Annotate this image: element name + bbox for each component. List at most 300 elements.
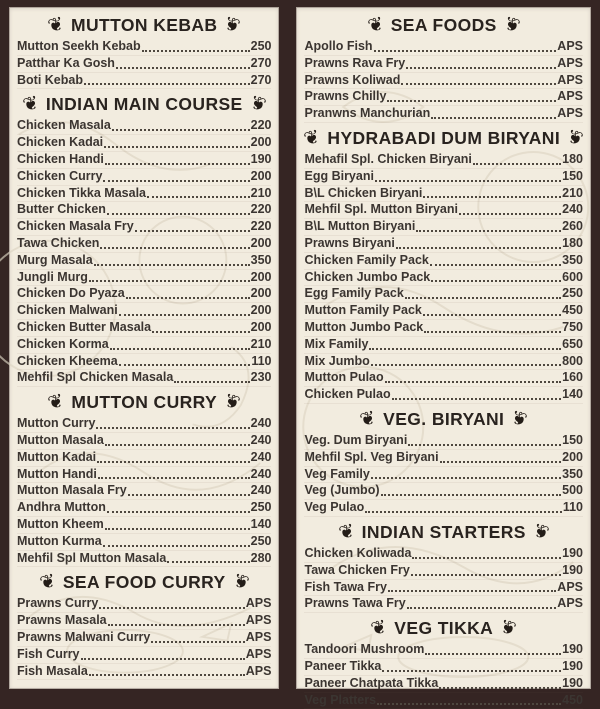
- fleuron-right-icon: ❦: [531, 521, 551, 543]
- item-price: 450: [562, 693, 583, 709]
- menu-item-row: [304, 253, 583, 270]
- item-list: [304, 546, 583, 613]
- fleuron-right-icon: ❦: [248, 94, 268, 116]
- dot-leader: [369, 348, 561, 350]
- item-price: 190: [562, 659, 583, 675]
- section-header: [304, 618, 583, 639]
- item-price: 200: [251, 303, 272, 319]
- section-header: [17, 15, 271, 36]
- item-price: 150: [562, 433, 583, 449]
- section-header: [304, 409, 583, 430]
- menu-item-row: [304, 286, 583, 303]
- menu-item-row: [304, 39, 583, 56]
- item-name: Mutton Masala: [17, 433, 104, 449]
- section-header: [304, 522, 583, 543]
- item-price: APS: [557, 106, 583, 122]
- right-sections: [304, 15, 583, 709]
- dot-leader: [98, 477, 250, 479]
- menu-item-row: [304, 89, 583, 106]
- dot-leader: [151, 641, 244, 643]
- item-price: 220: [251, 118, 272, 134]
- menu-item-row: [304, 303, 583, 320]
- menu-section: [304, 618, 583, 709]
- item-price: APS: [557, 89, 583, 105]
- item-price: APS: [246, 613, 272, 629]
- menu-item-row: [304, 563, 583, 580]
- item-price: APS: [557, 73, 583, 89]
- menu-item-row: [304, 546, 583, 563]
- item-name: Veg Platters: [304, 693, 376, 709]
- section-header: [304, 128, 583, 149]
- menu-item-row: [17, 286, 271, 303]
- dot-leader: [374, 50, 557, 52]
- menu-item-row: [304, 169, 583, 186]
- item-name: Mehfil Spl. Veg Biryani: [304, 450, 438, 466]
- section-title: VEG. BIRYANI: [383, 409, 504, 430]
- item-price: 150: [562, 169, 583, 185]
- dot-leader: [381, 494, 562, 496]
- menu-item-row: [17, 135, 271, 152]
- item-price: 200: [251, 169, 272, 185]
- item-price: 160: [562, 370, 583, 386]
- menu-item-row: [304, 337, 583, 354]
- item-name: Egg Family Pack: [304, 286, 403, 302]
- dot-leader: [116, 67, 250, 69]
- item-name: Fish Masala: [17, 664, 88, 680]
- item-name: Egg Biryani: [304, 169, 373, 185]
- item-price: 500: [562, 483, 583, 499]
- item-list: [17, 596, 271, 680]
- dot-leader: [439, 687, 561, 689]
- menu-item-row: [304, 236, 583, 253]
- dot-leader: [430, 264, 561, 266]
- item-price: 240: [562, 202, 583, 218]
- item-name: Mix Family: [304, 337, 368, 353]
- item-price: APS: [246, 664, 272, 680]
- menu-item-row: [17, 253, 271, 270]
- item-name: Paneer Chatpata Tikka: [304, 676, 438, 692]
- section-title: MUTTON CURRY: [71, 392, 217, 413]
- menu-item-row: [17, 152, 271, 169]
- dot-leader: [371, 364, 561, 366]
- menu-item-row: [17, 118, 271, 135]
- dot-leader: [431, 117, 556, 119]
- item-price: 270: [251, 73, 272, 89]
- item-price: APS: [557, 39, 583, 55]
- menu-item-row: [304, 370, 583, 387]
- item-name: Chicken Masala: [17, 118, 111, 134]
- item-name: Apollo Fish: [304, 39, 372, 55]
- section-header: [304, 15, 583, 36]
- dot-leader: [142, 50, 250, 52]
- menu-item-row: [17, 186, 271, 203]
- item-name: Veg Family: [304, 467, 369, 483]
- item-name: Paneer Tikka: [304, 659, 381, 675]
- menu-column-left: [9, 7, 279, 689]
- fleuron-left-icon: ❦: [38, 572, 58, 594]
- menu-section: [17, 572, 271, 680]
- fleuron-left-icon: ❦: [369, 617, 389, 639]
- menu-item-row: [17, 596, 271, 613]
- menu-item-row: [304, 202, 583, 219]
- item-price: 190: [562, 676, 583, 692]
- menu-item-row: [304, 483, 583, 500]
- dot-leader: [103, 545, 250, 547]
- item-name: B\L Chicken Biryani: [304, 186, 422, 202]
- menu-item-row: [304, 433, 583, 450]
- item-price: 110: [563, 500, 583, 516]
- item-price: 270: [251, 56, 272, 72]
- menu-item-row: [17, 647, 271, 664]
- menu-section: [304, 522, 583, 613]
- item-price: 220: [251, 219, 272, 235]
- item-name: Murg Masala: [17, 253, 93, 269]
- dot-leader: [96, 427, 249, 429]
- item-price: 220: [251, 202, 272, 218]
- item-price: 140: [251, 517, 272, 533]
- dot-leader: [84, 83, 250, 85]
- dot-leader: [406, 67, 556, 69]
- item-name: Mutton Kheem: [17, 517, 104, 533]
- menu-item-row: [17, 483, 271, 500]
- dot-leader: [371, 477, 561, 479]
- item-price: APS: [557, 580, 583, 596]
- item-name: Mutton Kurma: [17, 534, 102, 550]
- dot-leader: [411, 574, 561, 576]
- menu-item-row: [17, 236, 271, 253]
- dot-leader: [408, 444, 561, 446]
- item-price: 200: [251, 320, 272, 336]
- section-title: INDIAN STARTERS: [362, 522, 526, 543]
- dot-leader: [126, 297, 250, 299]
- menu-item-row: [304, 186, 583, 203]
- item-name: Veg Pulao: [304, 500, 364, 516]
- item-name: B\L Mutton Biryani: [304, 219, 415, 235]
- dot-leader: [377, 703, 561, 705]
- left-sections: [17, 15, 271, 680]
- item-name: Jungli Murg: [17, 270, 88, 286]
- menu-section: [304, 128, 583, 404]
- item-price: 200: [251, 135, 272, 151]
- dot-leader: [423, 196, 561, 198]
- section-title: MUTTON KEBAB: [71, 15, 217, 36]
- dot-leader: [407, 607, 557, 609]
- dot-leader: [105, 444, 250, 446]
- item-price: 250: [251, 39, 272, 55]
- item-price: 250: [251, 500, 272, 516]
- menu-item-row: [17, 219, 271, 236]
- item-name: Chicken Pulao: [304, 387, 390, 403]
- dot-leader: [440, 461, 562, 463]
- dot-leader: [382, 670, 561, 672]
- menu-item-row: [304, 219, 583, 236]
- dot-leader: [99, 607, 245, 609]
- item-name: Prawns Malwani Curry: [17, 630, 150, 646]
- dot-leader: [405, 297, 561, 299]
- item-name: Chicken Korma: [17, 337, 109, 353]
- item-name: Butter Chicken: [17, 202, 106, 218]
- section-header: [17, 572, 271, 593]
- item-price: 190: [562, 642, 583, 658]
- item-price: 240: [251, 450, 272, 466]
- item-price: 200: [251, 236, 272, 252]
- item-name: Veg (Jumbo): [304, 483, 379, 499]
- item-name: Mutton Jumbo Pack: [304, 320, 423, 336]
- item-list: [304, 39, 583, 123]
- item-price: 200: [251, 270, 272, 286]
- menu-item-row: [304, 693, 583, 709]
- item-price: 200: [251, 286, 272, 302]
- item-name: Mehfil Spl. Mutton Biryani: [304, 202, 457, 218]
- dot-leader: [396, 247, 561, 249]
- item-name: Tawa Chicken: [17, 236, 99, 252]
- dot-leader: [100, 247, 249, 249]
- item-name: Mehfil Spl Mutton Masala: [17, 551, 166, 567]
- item-list: [17, 416, 271, 567]
- section-title: VEG TIKKA: [394, 618, 493, 639]
- item-price: APS: [246, 647, 272, 663]
- item-price: APS: [557, 596, 583, 612]
- dot-leader: [112, 129, 250, 131]
- item-price: APS: [246, 596, 272, 612]
- fleuron-right-icon: ❦: [222, 391, 242, 413]
- menu-item-row: [17, 270, 271, 287]
- item-price: 140: [562, 387, 583, 403]
- item-price: 240: [251, 467, 272, 483]
- item-name: Chicken Family Pack: [304, 253, 428, 269]
- menu-item-row: [304, 467, 583, 484]
- menu-item-row: [17, 433, 271, 450]
- fleuron-left-icon: ❦: [337, 521, 357, 543]
- dot-leader: [104, 146, 249, 148]
- item-price: 240: [251, 416, 272, 432]
- dot-leader: [103, 180, 249, 182]
- item-name: Mutton Kadai: [17, 450, 96, 466]
- item-name: Mix Jumbo: [304, 354, 369, 370]
- item-name: Prawns Masala: [17, 613, 107, 629]
- item-price: 190: [251, 152, 272, 168]
- dot-leader: [431, 280, 561, 282]
- item-list: [17, 118, 271, 387]
- dot-leader: [94, 264, 250, 266]
- item-name: Chicken Malwani: [17, 303, 118, 319]
- item-name: Mutton Family Pack: [304, 303, 421, 319]
- menu-item-row: [17, 73, 271, 90]
- item-price: 600: [562, 270, 583, 286]
- dot-leader: [473, 163, 561, 165]
- item-name: Prawns Rava Fry: [304, 56, 405, 72]
- menu-item-row: [17, 551, 271, 568]
- item-name: Chicken Butter Masala: [17, 320, 151, 336]
- dot-leader: [147, 196, 250, 198]
- item-price: APS: [246, 630, 272, 646]
- dot-leader: [416, 230, 561, 232]
- dot-leader: [152, 331, 250, 333]
- menu-item-row: [304, 500, 583, 517]
- section-title: HYDRABADI DUM BIRYANI: [327, 128, 560, 149]
- menu-item-row: [17, 613, 271, 630]
- dot-leader: [424, 331, 561, 333]
- dot-leader: [128, 494, 250, 496]
- section-header: [17, 392, 271, 413]
- menu-item-row: [17, 354, 271, 371]
- item-price: 180: [562, 236, 583, 252]
- menu-section: [304, 15, 583, 123]
- menu-item-row: [304, 152, 583, 169]
- menu-section: [17, 392, 271, 567]
- menu-item-row: [17, 320, 271, 337]
- fleuron-right-icon: ❦: [498, 617, 518, 639]
- item-name: Patthar Ka Gosh: [17, 56, 115, 72]
- menu-item-row: [17, 202, 271, 219]
- dot-leader: [105, 163, 250, 165]
- menu-item-row: [304, 106, 583, 123]
- item-name: Chicken Do Pyaza: [17, 286, 125, 302]
- item-price: 110: [251, 354, 271, 370]
- dot-leader: [425, 653, 561, 655]
- fleuron-right-icon: ❦: [502, 14, 522, 36]
- item-name: Prawns Biryani: [304, 236, 394, 252]
- item-price: 210: [251, 186, 272, 202]
- item-name: Mutton Pulao: [304, 370, 383, 386]
- fleuron-left-icon: ❦: [358, 408, 378, 430]
- menu-item-row: [17, 370, 271, 387]
- menu-item-row: [17, 450, 271, 467]
- menu-item-row: [17, 169, 271, 186]
- item-name: Tawa Chicken Fry: [304, 563, 409, 579]
- dot-leader: [119, 364, 251, 366]
- item-price: 230: [251, 370, 272, 386]
- item-price: 350: [562, 467, 583, 483]
- dot-leader: [423, 314, 561, 316]
- menu-item-row: [17, 664, 271, 681]
- dot-leader: [119, 314, 250, 316]
- dot-leader: [81, 658, 245, 660]
- item-price: 750: [562, 320, 583, 336]
- item-name: Chicken Jumbo Pack: [304, 270, 430, 286]
- dot-leader: [107, 511, 250, 513]
- item-name: Chicken Curry: [17, 169, 102, 185]
- fleuron-left-icon: ❦: [302, 127, 322, 149]
- item-name: Pranwns Manchurian: [304, 106, 430, 122]
- fleuron-left-icon: ❦: [366, 14, 386, 36]
- dot-leader: [387, 100, 556, 102]
- item-price: 450: [562, 303, 583, 319]
- dot-leader: [375, 180, 561, 182]
- menu-column-right: [296, 7, 591, 689]
- menu-item-row: [304, 450, 583, 467]
- item-price: 250: [562, 286, 583, 302]
- item-name: Mehafil Spl. Chicken Biryani: [304, 152, 471, 168]
- menu-item-row: [17, 56, 271, 73]
- item-price: 240: [251, 483, 272, 499]
- item-name: Chicken Kadai: [17, 135, 103, 151]
- fleuron-left-icon: ❦: [46, 14, 66, 36]
- dot-leader: [459, 213, 561, 215]
- fleuron-right-icon: ❦: [565, 127, 585, 149]
- menu-item-row: [17, 517, 271, 534]
- dot-leader: [167, 561, 249, 563]
- dot-leader: [365, 511, 562, 513]
- dot-leader: [108, 624, 245, 626]
- item-price: APS: [557, 56, 583, 72]
- item-price: 280: [251, 551, 272, 567]
- menu-item-row: [304, 596, 583, 613]
- dot-leader: [385, 381, 562, 383]
- dot-leader: [401, 83, 556, 85]
- menu-item-row: [17, 534, 271, 551]
- item-name: Chicken Kheema: [17, 354, 118, 370]
- dot-leader: [89, 674, 245, 676]
- item-name: Chicken Handi: [17, 152, 104, 168]
- item-price: 350: [251, 253, 272, 269]
- item-name: Prawns Chilly: [304, 89, 386, 105]
- item-list: [304, 433, 583, 517]
- fleuron-left-icon: ❦: [21, 94, 41, 116]
- item-name: Chicken Masala Fry: [17, 219, 134, 235]
- item-name: Veg. Dum Biryani: [304, 433, 407, 449]
- section-header: [17, 94, 271, 115]
- section-title: INDIAN MAIN COURSE: [46, 94, 243, 115]
- menu-item-row: [304, 320, 583, 337]
- menu-item-row: [17, 630, 271, 647]
- item-price: 650: [562, 337, 583, 353]
- item-name: Mutton Handi: [17, 467, 97, 483]
- menu-item-row: [17, 500, 271, 517]
- menu-item-row: [17, 303, 271, 320]
- menu-section: [17, 15, 271, 89]
- item-price: 210: [562, 186, 583, 202]
- item-name: Prawns Curry: [17, 596, 98, 612]
- menu-item-row: [17, 337, 271, 354]
- dot-leader: [110, 348, 250, 350]
- item-name: Mutton Curry: [17, 416, 95, 432]
- item-name: Mutton Seekh Kebab: [17, 39, 141, 55]
- menu-item-row: [17, 416, 271, 433]
- dot-leader: [412, 557, 561, 559]
- item-price: 200: [562, 450, 583, 466]
- menu-section: [304, 409, 583, 517]
- item-name: Prawns Tawa Fry: [304, 596, 405, 612]
- item-price: 190: [562, 563, 583, 579]
- item-name: Mutton Masala Fry: [17, 483, 127, 499]
- item-name: Chicken Tikka Masala: [17, 186, 146, 202]
- fleuron-right-icon: ❦: [222, 14, 242, 36]
- section-title: SEA FOODS: [391, 15, 497, 36]
- item-price: 190: [562, 546, 583, 562]
- menu-item-row: [304, 580, 583, 597]
- dot-leader: [105, 528, 250, 530]
- menu-item-row: [17, 39, 271, 56]
- dot-leader: [174, 381, 249, 383]
- dot-leader: [388, 590, 556, 592]
- dot-leader: [392, 398, 562, 400]
- item-name: Mehfil Spl Chicken Masala: [17, 370, 173, 386]
- item-price: 210: [251, 337, 272, 353]
- menu-item-row: [17, 467, 271, 484]
- menu-item-row: [304, 56, 583, 73]
- fleuron-right-icon: ❦: [231, 572, 251, 594]
- item-price: 350: [562, 253, 583, 269]
- item-name: Chicken Koliwada: [304, 546, 411, 562]
- menu-item-row: [304, 387, 583, 404]
- menu-item-row: [304, 354, 583, 371]
- item-name: Fish Curry: [17, 647, 80, 663]
- dot-leader: [107, 213, 250, 215]
- item-list: [304, 642, 583, 709]
- dot-leader: [135, 230, 250, 232]
- fleuron-right-icon: ❦: [509, 408, 529, 430]
